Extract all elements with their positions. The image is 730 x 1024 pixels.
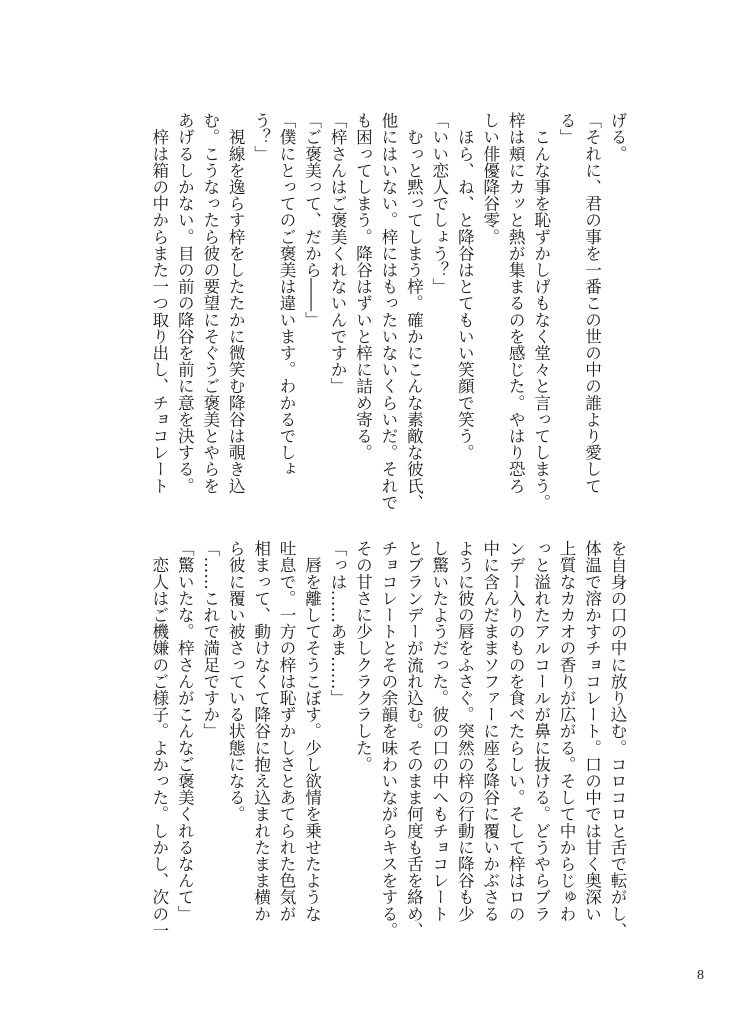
text-line: チョコレートとその余韻を味わいながらキスをする。 <box>378 540 398 939</box>
text-line: 他にはいない。梓にはもったいないくらいだ。それで <box>378 112 398 511</box>
text-line: う？」 <box>251 112 271 162</box>
text-line: 梓は箱の中からまた一つ取り出し、チョコレート <box>149 112 169 494</box>
text-line: ら彼に覆い被さっている状態になる。 <box>226 540 246 823</box>
text-line: 「ご褒美って、だから――」 <box>302 112 322 328</box>
text-line: 「梓さんはご褒美くれないんですか」 <box>328 112 348 395</box>
text-line: 「っは……あま……」 <box>328 540 348 706</box>
text-line: むっと黙ってしまう梓。確かにこんな素敵な彼氏、 <box>404 112 424 511</box>
text-line: を自身の口の中に放り込む。コロコロと舌で転がし、 <box>608 540 627 939</box>
text-line: ほら、ね、と降谷はとてもいい笑顔で笑う。 <box>455 112 475 461</box>
text-line: む。こうなったら彼の要望にそぐうご褒美とやらを <box>200 112 220 494</box>
text-line: っと溢れたアルコールが鼻に抜ける。どうやらブラ <box>531 540 551 922</box>
text-line: とブランデーが流れ込む。そのまま何度も舌を絡め、 <box>404 540 424 939</box>
text-line: 「……これで満足ですか」 <box>200 540 220 740</box>
text-line: 「それに、君の事を一番この世の中の誰より愛して <box>582 112 602 494</box>
text-line: ように彼の唇をふさぐ。突然の梓の行動に降谷も少 <box>455 540 475 922</box>
text-line: げる。 <box>608 112 627 162</box>
text-line: 唇を離してそうこぼす。少し欲情を乗せたような <box>302 540 322 922</box>
text-line: あげるしかない。目の前の降谷を前に意を決する。 <box>175 112 195 494</box>
text-line: 梓は頬にカッと熱が集まるのを感じた。やはり恐ろ <box>506 112 526 494</box>
text-line: 相まって、動けなくて降谷に抱え込まれたまま横か <box>251 540 271 922</box>
text-line: も困ってしまう。降谷はずいと梓に詰め寄る。 <box>353 112 373 461</box>
text-line: 中に含んだままソファーに座る降谷に覆いかぶさる <box>480 540 500 922</box>
text-line: ンデー入りのものを食べたらしい。そして梓はロの <box>506 540 526 922</box>
text-line: その甘さに少しクラクラした。 <box>353 540 373 773</box>
text-line: 吐息で。一方の梓は恥ずかしさとあてられた色気が <box>277 540 297 922</box>
text-line: し驚いたようだった。彼の口の中へもチョコレート <box>429 540 449 922</box>
text-block-top <box>70 112 630 512</box>
text-line: 上質なカカオの香りが広がる。そして中からじゅわ <box>557 540 577 922</box>
text-line: しい俳優降谷零。 <box>480 112 500 245</box>
text-line: こんな事を恥ずかしげもなく堂々と言ってしまう。 <box>531 112 551 511</box>
text-line: 「僕にとってのご褒美は違います。わかるでしょ <box>277 112 297 478</box>
text-line: 体温で溶かすチョコレート。口の中では甘く奥深い <box>582 540 602 922</box>
text-line: 恋人はご機嫌のご様子。よかった。しかし、次の一 <box>149 540 169 939</box>
page-number: 8 <box>697 968 704 983</box>
text-line: 「驚いたな。梓さんがこんなご褒美くれるなんて」 <box>175 540 195 922</box>
text-line: 視線を逸らす梓をしたたかに微笑む降谷は覗き込 <box>226 112 246 494</box>
text-block-bottom <box>70 540 630 960</box>
text-line: る」 <box>557 112 577 146</box>
text-line: 「いい恋人でしょう？」 <box>429 112 449 295</box>
